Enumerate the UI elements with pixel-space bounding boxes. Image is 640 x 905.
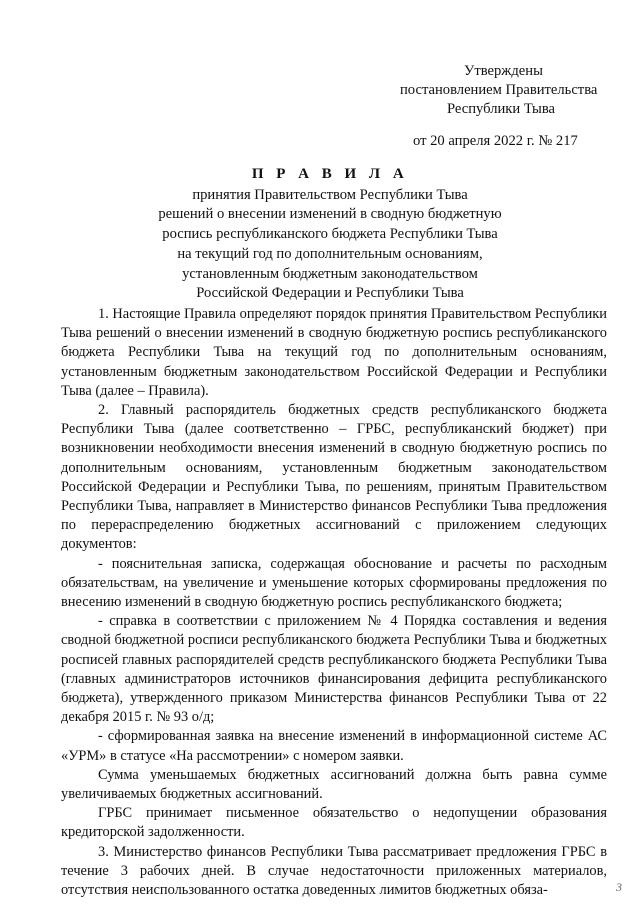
- title-line: решений о внесении изменений в сводную бюджетную: [158, 206, 502, 223]
- approval-line-date: от 20 апреля 2022 г. № 217: [413, 133, 578, 149]
- page-number: 3: [616, 880, 622, 894]
- title-heading: П Р А В И Л А: [251, 166, 409, 182]
- title-line: роспись республиканского бюджета Республики Тыва: [162, 226, 498, 243]
- title-line: принятия Правительством Республики Тыва: [192, 186, 468, 203]
- paragraph-2: 2. Главный распорядитель бюджетных средств республиканского бюджета Республики Тыва (далее соответственно – ГРБС, республиканский бюджет) при возникновении необходимости внесения изменений в сводную бюджетную роспись по дополнительным основаниям, установленным бюджетным законодательством Российской Федерации и Республики Тыва, по решениям, принятым Правительством Республики Тыва, направляет в Министерство финансов Республики Тыва предложения по перераспределению бюджетных ассигнований с приложением следующих документов:: [61, 402, 607, 553]
- list-item-certificate: - справка в соответствии с приложением № 4 Порядка составления и ведения сводной бюджетной росписи республиканского бюджета Республики Тыва и бюджетных росписей главных распорядителей средств республиканского бюджета Республики Тыва (главных администраторов источников финансирования дефицита республиканского бюджета), утвержденного приказом Министерства финансов Республики Тыва от 22 декабря 2015 г. № 93 о/д;: [61, 613, 607, 726]
- list-item-explanatory-note: - пояснительная записка, содержащая обоснование и расчеты по расходным обязательствам, на увеличение и уменьшение которых сформированы предложения по внесению изменений в сводную бюджетную роспись республиканского бюджета;: [61, 555, 607, 611]
- approval-line-decree: постановлением Правительства: [400, 82, 598, 98]
- list-item-request: - сформированная заявка на внесение изменений в информационной системе АС «УРМ» в статусе «На рассмотрении» с номером заявки.: [61, 728, 607, 764]
- paragraph-obligation: ГРБС принимает письменное обязательство о недопущении образования кредиторской задолженности.: [61, 805, 607, 841]
- paragraph-sum-balance: Сумма уменьшаемых бюджетных ассигнований должна быть равна сумме увеличиваемых бюджетных ассигнований.: [61, 766, 607, 803]
- title-line: на текущий год по дополнительным основаниям,: [177, 245, 483, 262]
- title-line: Российской Федерации и Республики Тыва: [196, 285, 464, 302]
- paragraph-1: 1. Настоящие Правила определяют порядок принятия Правительством Республики Тыва решений о внесении изменений в сводную бюджетную роспись республиканского бюджета Республики Тыва на текущий год по дополнительным основаниям, установленным бюджетным законодательством Российской Федерации и Республики Тыва (далее – Правила).: [61, 306, 607, 399]
- approval-stamp: [380, 62, 620, 151]
- paragraph-3: 3. Министерство финансов Республики Тыва рассматривает предложения ГРБС в течение 3 рабочих дней. В случае недостаточности приложенных материалов, отсутствия неиспользованного остатка доведенных лимитов бюджетных обяза-: [61, 843, 607, 899]
- document-title: [0, 165, 640, 304]
- document-body: [61, 305, 607, 900]
- title-line: установленным бюджетным законодательством: [182, 265, 478, 282]
- approval-line-approved: Утверждены: [464, 63, 543, 79]
- approval-line-republic: Республики Тыва: [447, 101, 556, 117]
